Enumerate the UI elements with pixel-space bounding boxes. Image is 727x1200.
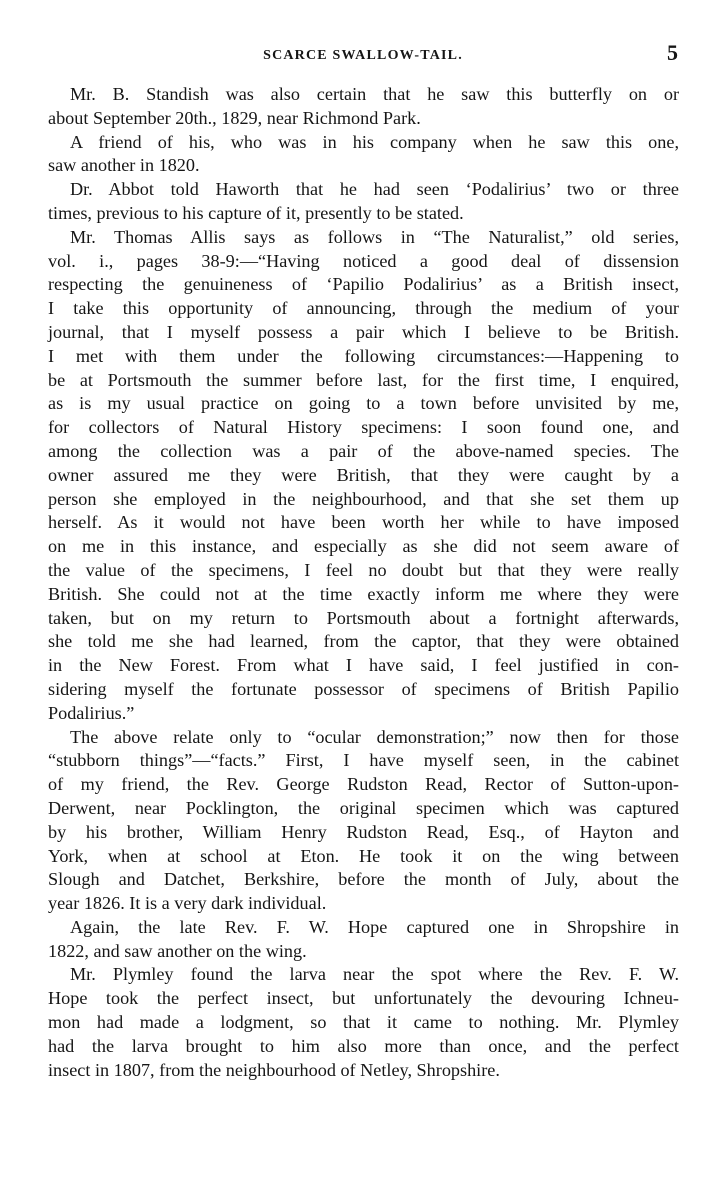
text-line: A friend of his, who was in his company when he saw this one, (70, 131, 679, 152)
page-number: 5 (667, 40, 678, 65)
text-line: saw another in 1820. (48, 155, 200, 176)
text-line: be at Portsmouth the summer before last, for the first time, I enquired, (48, 369, 679, 390)
text-line: Hope took the perfect insect, but unfortunately the devouring Ichneu- (48, 988, 679, 1009)
running-head: SCARCE SWALLOW-TAIL. (263, 48, 463, 63)
text-line: about September 20th., 1829, near Richmond Park. (48, 107, 421, 128)
text-line: journal, that I myself possess a pair which I believe to be British. (48, 321, 679, 342)
text-line: “stubborn things”—“facts.” First, I have myself seen, in the cabinet (48, 750, 679, 771)
text-line: Again, the late Rev. F. W. Hope captured one in Shropshire in (70, 916, 679, 937)
text-line: times, previous to his capture of it, presently to be stated. (48, 202, 464, 223)
text-line: person she employed in the neighbourhood, and that she set them up (48, 488, 679, 509)
text-line: Dr. Abbot told Haworth that he had seen ‘Podalirius’ two or three (70, 179, 679, 200)
text-line: among the collection was a pair of the above-named species. The (48, 440, 679, 461)
text-line: Mr. Plymley found the larva near the spot where the Rev. F. W. (70, 964, 679, 985)
text-line: respecting the genuineness of ‘Papilio Podalirius’ as a British insect, (48, 274, 679, 295)
text-line: The above relate only to “ocular demonstration;” now then for those (70, 726, 679, 747)
text-line: had the larva brought to him also more than once, and the perfect (48, 1035, 679, 1056)
text-line: insect in 1807, from the neighbourhood of Netley, Shropshire. (48, 1059, 500, 1080)
text-line: as is my usual practice on going to a town before unvisited by me, (48, 393, 679, 414)
text-line: British. She could not at the time exactly inform me where they were (48, 583, 679, 604)
text-line: Derwent, near Pocklington, the original specimen which was captured (48, 797, 679, 818)
text-line: taken, but on my return to Portsmouth about a fortnight afterwards, (48, 607, 679, 628)
text-line: I take this opportunity of announcing, through the medium of your (48, 298, 679, 319)
text-line: of my friend, the Rev. George Rudston Read, Rector of Sutton-upon- (48, 774, 679, 795)
text-line: vol. i., pages 38-9:—“Having noticed a good deal of dissension (48, 250, 679, 271)
body-text (48, 83, 679, 1082)
text-line: sidering myself the fortunate possessor of specimens of British Papilio (48, 678, 679, 699)
text-line: she told me she had learned, from the captor, that they were obtained (48, 631, 679, 652)
text-line: by his brother, William Henry Rudston Read, Esq., of Hayton and (48, 821, 679, 842)
text-line: Mr. Thomas Allis says as follows in “The Naturalist,” old series, (70, 226, 679, 247)
text-line: herself. As it would not have been worth her while to have imposed (48, 512, 679, 533)
text-line: York, when at school at Eton. He took it on the wing between (48, 845, 679, 866)
text-line: 1822, and saw another on the wing. (48, 940, 307, 961)
text-line: the value of the specimens, I feel no doubt but that they were really (48, 559, 679, 580)
text-line: owner assured me they were British, that they were caught by a (48, 464, 679, 485)
text-line: year 1826. It is a very dark individual. (48, 893, 327, 914)
text-line: on me in this instance, and especially as she did not seem aware of (48, 536, 679, 557)
text-line: Mr. B. Standish was also certain that he saw this butterfly on or (70, 84, 679, 104)
text-line: mon had made a lodgment, so that it came to nothing. Mr. Plymley (48, 1012, 679, 1033)
text-line: Slough and Datchet, Berkshire, before the month of July, about the (48, 869, 679, 890)
text-line: in the New Forest. From what I have said, I feel justified in con- (48, 655, 679, 676)
page-header (48, 40, 678, 68)
text-line: Podalirius.” (48, 702, 135, 723)
text-line: for collectors of Natural History specimens: I soon found one, and (48, 417, 679, 438)
text-line: I met with them under the following circumstances:—Happening to (48, 345, 679, 366)
